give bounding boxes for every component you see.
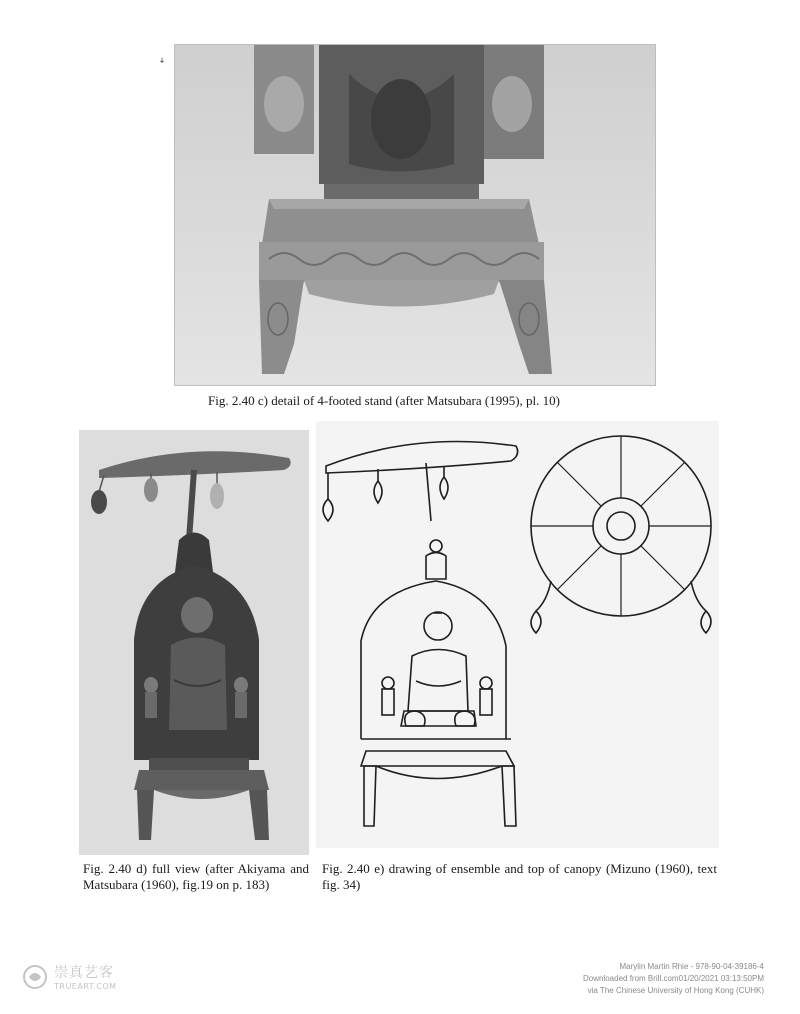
figure-e-drawing bbox=[316, 421, 719, 848]
caption-figure-c: Fig. 2.40 c) detail of 4-footed stand (after Matsubara (1995), pl. 10) bbox=[208, 393, 560, 408]
stand-detail-photo bbox=[174, 44, 656, 386]
watermark-name-cn: 崇真艺客 bbox=[54, 965, 114, 981]
footer-institution: via The Chinese University of Hong Kong (CUHK) bbox=[587, 986, 764, 995]
download-footer bbox=[583, 961, 764, 997]
caption-figure-e: Fig. 2.40 e) drawing of ensemble and top of canopy (Mizuno (1960), text fig. 34) bbox=[322, 861, 717, 892]
footer-author-isbn: Marylin Martin Rhie - 978-90-04-39186-4 bbox=[619, 962, 764, 971]
figure-d-photo bbox=[79, 430, 309, 855]
full-view-photo bbox=[79, 430, 309, 855]
watermark-name-en: TRUEART.COM bbox=[54, 982, 117, 991]
figure-c-photo bbox=[174, 44, 656, 386]
trueart-logo-icon bbox=[22, 964, 48, 990]
caption-figure-d: Fig. 2.40 d) full view (after Akiyama and Matsubara (1960), fig.19 on p. 183) bbox=[83, 861, 309, 892]
ensemble-line-drawing bbox=[316, 421, 719, 848]
watermark bbox=[22, 962, 117, 991]
footer-download-info: Downloaded from Brill.com01/20/2021 03:13:50PM bbox=[583, 974, 764, 983]
stray-mark: ꜜ bbox=[159, 58, 165, 72]
